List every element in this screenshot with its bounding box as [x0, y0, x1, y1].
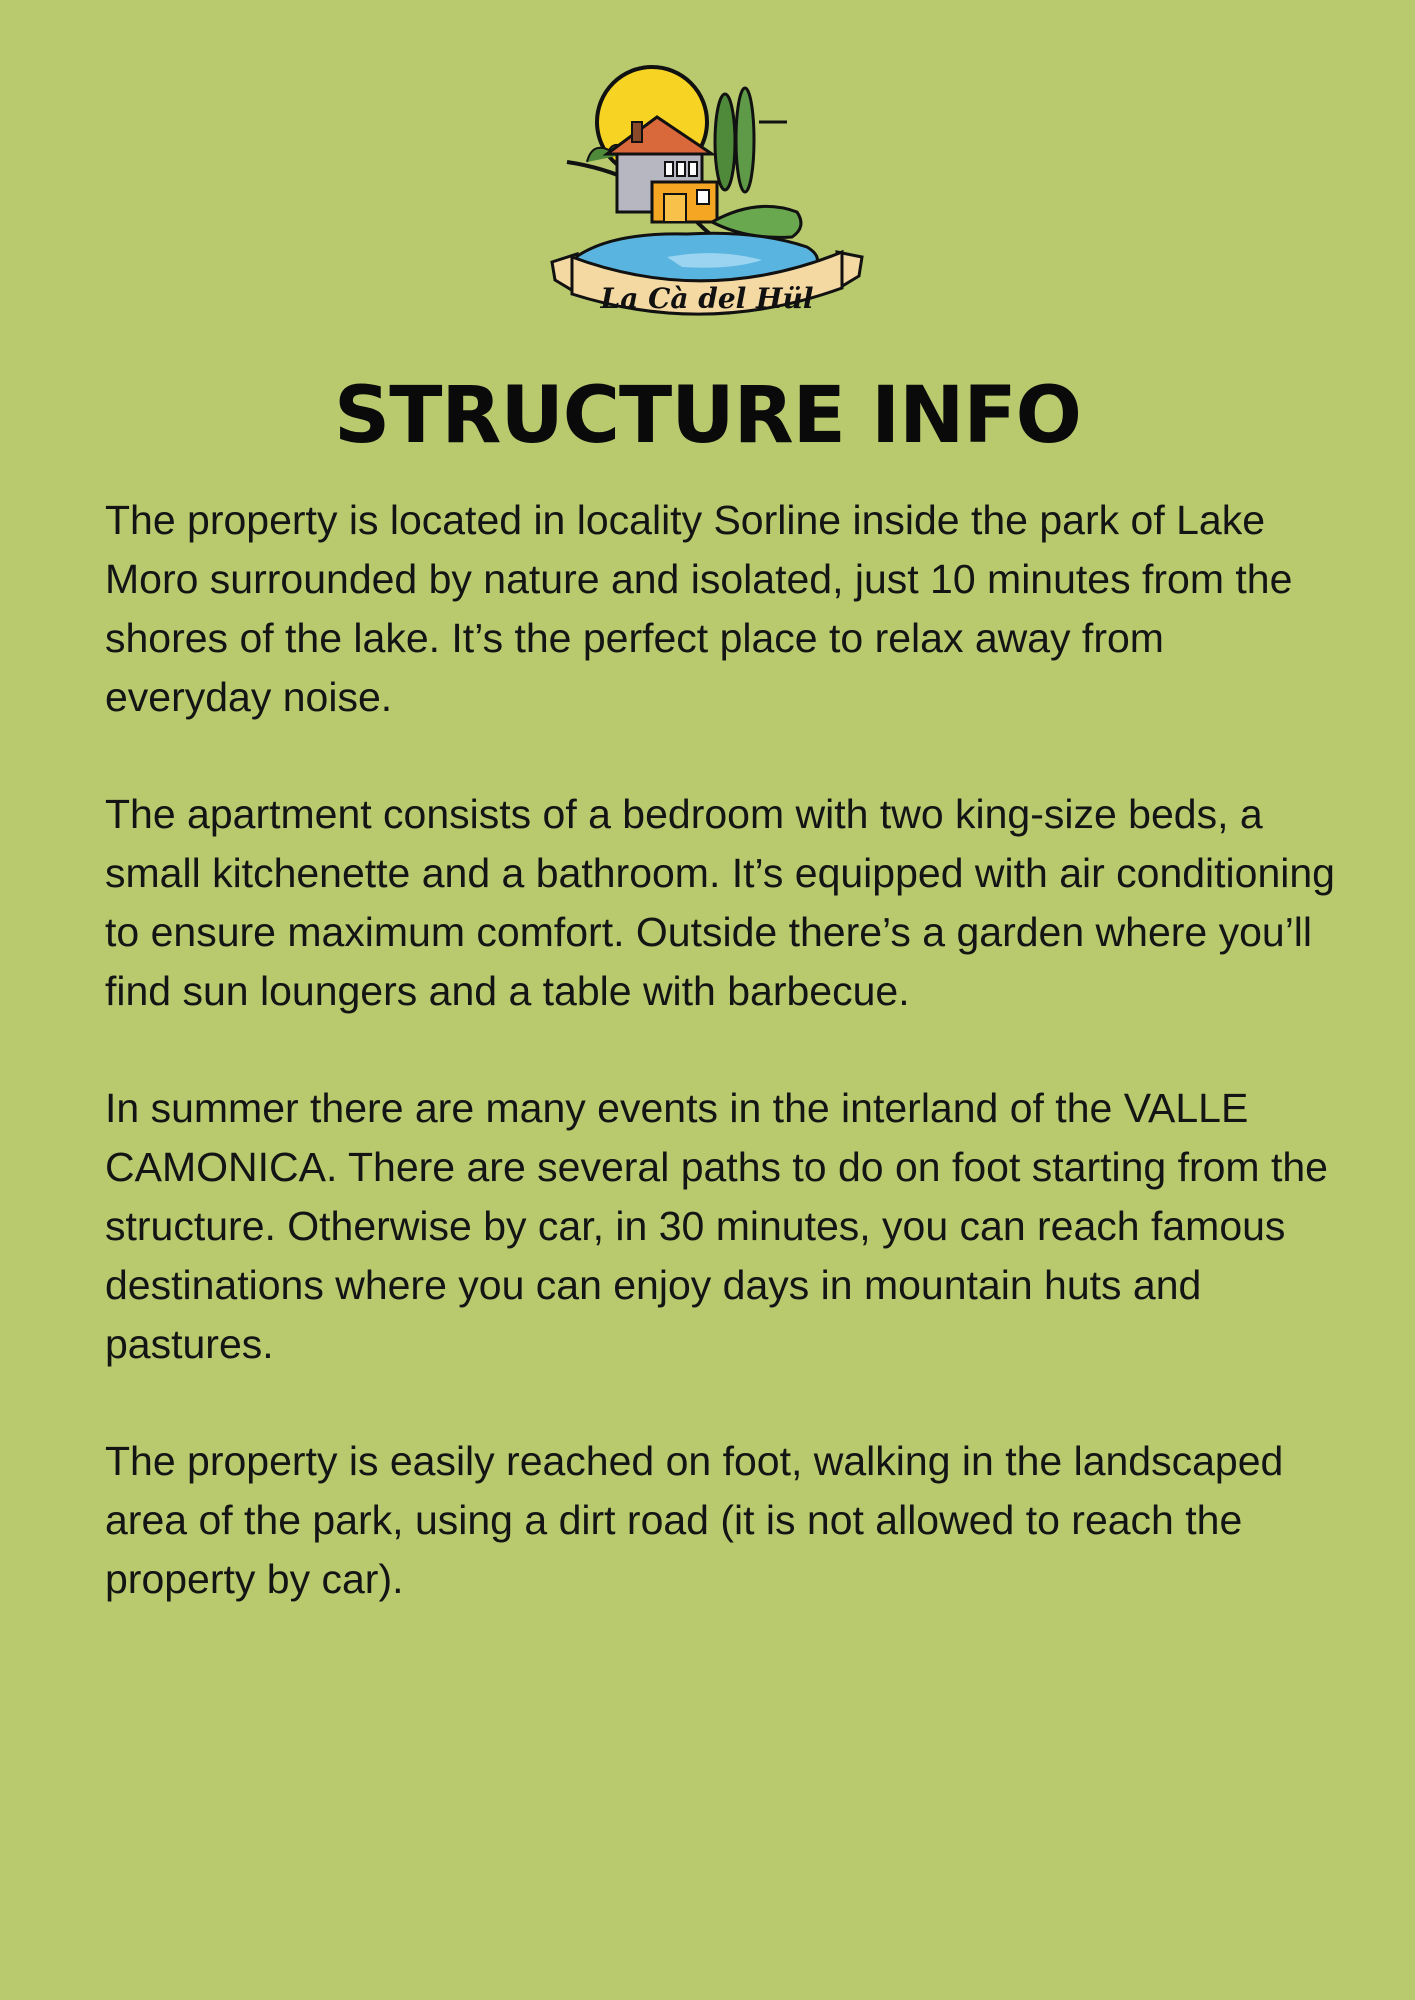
paragraph-apartment: The apartment consists of a bedroom with two king-size beds, a small kitchenette and a bathroom. It’s equipped with air conditioning to ensure maximum comfort. Outside there’s a garden where you’ll find sun loungers and a table with barbecue. [105, 791, 1335, 1014]
house-lake-sun-logo-icon [547, 62, 867, 330]
paragraph-summer-events: In summer there are many events in the interland of the VALLE CAMONICA. There are several paths to do on foot starting from the structure. Otherwise by car, in 30 minutes, you can reach famous destinations where you can enjoy days in mountain huts and pastures. [105, 1085, 1328, 1367]
brand-name: La Cà del Hül [600, 282, 814, 315]
paragraph-access: The property is easily reached on foot, walking in the landscaped area of the park, using a dirt road (it is not allowed to reach the property by car). [105, 1438, 1284, 1602]
description-body [105, 491, 1335, 1667]
page-title: STRUCTURE INFO [334, 371, 1081, 461]
paragraph-location: The property is located in locality Sorline inside the park of Lake Moro surrounded by nature and isolated, just 10 minutes from the shores of the lake. It’s the perfect place to relax away from everyday noise. [105, 497, 1293, 720]
brand-logo [547, 62, 867, 330]
